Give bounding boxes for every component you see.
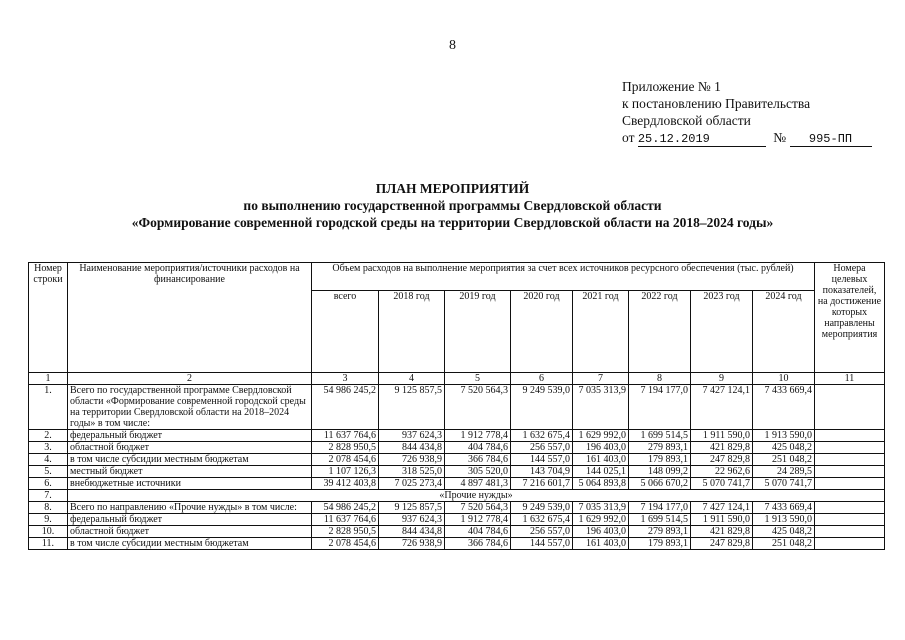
row-value: 1 632 675,4	[511, 430, 573, 442]
row-indicators	[815, 502, 885, 514]
table-row	[29, 478, 885, 490]
row-value: 54 986 245,2	[312, 502, 379, 514]
row-value: 7 194 177,0	[629, 502, 691, 514]
row-value: 421 829,8	[691, 442, 753, 454]
header-year-3: 2020 год	[511, 291, 573, 373]
row-name: Всего по государственной программе Свердловской области «Формирование современной городской среды на территории Свердловской области на 2018–2024 годы» в том числе:	[68, 385, 312, 430]
row-value: 1 912 778,4	[445, 514, 511, 526]
program-name: «Формирование современной городской среды на территории Свердловской области на 2018–2024 годы»	[131, 215, 774, 230]
row-value: 305 520,0	[445, 466, 511, 478]
row-value: 196 403,0	[573, 526, 629, 538]
header-year-5: 2022 год	[629, 291, 691, 373]
header-name: Наименование мероприятия/источники расходов на финансирование	[68, 263, 312, 373]
appendix-line2: к постановлению Правительства	[622, 96, 811, 111]
row-value: 937 624,3	[379, 430, 445, 442]
row-value: 7 025 273,4	[379, 478, 445, 490]
row-indicators	[815, 514, 885, 526]
row-indicators	[815, 526, 885, 538]
row-name: областной бюджет	[68, 442, 312, 454]
row-value: 2 828 950,5	[312, 442, 379, 454]
row-value: 9 249 539,0	[511, 385, 573, 430]
row-number: 2.	[29, 430, 68, 442]
row-value: 366 784,6	[445, 454, 511, 466]
table-row	[29, 502, 885, 514]
table-row	[29, 442, 885, 454]
row-value: 5 070 741,7	[691, 478, 753, 490]
row-value: 22 962,6	[691, 466, 753, 478]
row-value: 7 520 564,3	[445, 385, 511, 430]
row-value: 5 066 670,2	[629, 478, 691, 490]
row-value: 161 403,0	[573, 454, 629, 466]
row-value: 1 699 514,5	[629, 430, 691, 442]
column-number: 8	[629, 373, 691, 385]
row-value: 1 699 514,5	[629, 514, 691, 526]
row-indicators	[815, 538, 885, 550]
column-number: 3	[312, 373, 379, 385]
row-value: 404 784,6	[445, 526, 511, 538]
header-indicators: Номера целевых показателей, на достижение которых направлены мероприятия	[815, 263, 885, 373]
row-value: 7 035 313,9	[573, 502, 629, 514]
header-year-4: 2021 год	[573, 291, 629, 373]
row-value: 11 637 764,6	[312, 430, 379, 442]
row-value: 144 557,0	[511, 454, 573, 466]
row-number: 11.	[29, 538, 68, 550]
row-value: 726 938,9	[379, 454, 445, 466]
row-number: 9.	[29, 514, 68, 526]
row-value: 54 986 245,2	[312, 385, 379, 430]
row-value: 4 897 481,3	[445, 478, 511, 490]
row-value: 7 035 313,9	[573, 385, 629, 430]
row-value: 1 107 126,3	[312, 466, 379, 478]
column-number: 6	[511, 373, 573, 385]
row-value: 844 434,8	[379, 442, 445, 454]
row-name: внебюджетные источники	[68, 478, 312, 490]
row-number: 6.	[29, 478, 68, 490]
row-number: 3.	[29, 442, 68, 454]
column-number: 4	[379, 373, 445, 385]
row-value: 161 403,0	[573, 538, 629, 550]
row-value: 1 632 675,4	[511, 514, 573, 526]
row-value: 279 893,1	[629, 442, 691, 454]
row-name: Всего по направлению «Прочие нужды» в том числе:	[68, 502, 312, 514]
row-value: 7 520 564,3	[445, 502, 511, 514]
row-value: 844 434,8	[379, 526, 445, 538]
document-title: ПЛАН МЕРОПРИЯТИЙ	[375, 181, 530, 196]
column-number: 1	[29, 373, 68, 385]
row-value: 5 070 741,7	[753, 478, 815, 490]
appendix-line1: Приложение № 1	[622, 79, 721, 94]
header-row-number: Номер строки	[29, 263, 68, 373]
row-value: 7 216 601,7	[511, 478, 573, 490]
row-value: 7 433 669,4	[753, 502, 815, 514]
row-indicators	[815, 466, 885, 478]
row-name: федеральный бюджет	[68, 514, 312, 526]
row-value: 425 048,2	[753, 526, 815, 538]
row-value: 421 829,8	[691, 526, 753, 538]
row-indicators	[815, 385, 885, 430]
column-number: 5	[445, 373, 511, 385]
number-prefix: №	[773, 130, 787, 145]
row-value: 1 911 590,0	[691, 430, 753, 442]
row-name: в том числе субсидии местным бюджетам	[68, 538, 312, 550]
row-value: 425 048,2	[753, 442, 815, 454]
row-value: 5 064 893,8	[573, 478, 629, 490]
row-value: 11 637 764,6	[312, 514, 379, 526]
row-indicators	[815, 478, 885, 490]
row-value: 9 125 857,5	[379, 385, 445, 430]
row-value: 144 025,1	[573, 466, 629, 478]
row-value: 1 913 590,0	[753, 430, 815, 442]
row-indicators	[815, 442, 885, 454]
column-number: 7	[573, 373, 629, 385]
row-value: 2 078 454,6	[312, 538, 379, 550]
row-number: 4.	[29, 454, 68, 466]
row-value: 318 525,0	[379, 466, 445, 478]
decree-number: 995-ПП	[790, 133, 872, 147]
row-value: 179 893,1	[629, 454, 691, 466]
row-value: 143 704,9	[511, 466, 573, 478]
appendix-date-line	[622, 129, 872, 147]
row-value: 7 427 124,1	[691, 502, 753, 514]
table-row	[29, 466, 885, 478]
row-value: 1 913 590,0	[753, 514, 815, 526]
table-row	[29, 385, 885, 430]
table-row	[29, 454, 885, 466]
appendix-line3: Свердловской области	[622, 113, 751, 128]
decree-date: 25.12.2019	[638, 133, 766, 147]
row-indicators	[815, 454, 885, 466]
row-value: 247 829,8	[691, 538, 753, 550]
row-number: 5.	[29, 466, 68, 478]
row-value: 9 125 857,5	[379, 502, 445, 514]
row-value: 404 784,6	[445, 442, 511, 454]
row-indicators	[815, 430, 885, 442]
row-value: 251 048,2	[753, 454, 815, 466]
row-value: 144 557,0	[511, 538, 573, 550]
table-row	[29, 526, 885, 538]
appendix-block	[622, 78, 872, 147]
document-subtitle: по выполнению государственной программы Свердловской области	[243, 198, 662, 213]
row-value: 2 828 950,5	[312, 526, 379, 538]
row-value: 2 078 454,6	[312, 454, 379, 466]
row-value: 279 893,1	[629, 526, 691, 538]
header-year-2: 2019 год	[445, 291, 511, 373]
row-value: 256 557,0	[511, 526, 573, 538]
row-value: 1 629 992,0	[573, 430, 629, 442]
header-year-1: 2018 год	[379, 291, 445, 373]
row-number: 7.	[29, 490, 68, 502]
row-value: 24 289,5	[753, 466, 815, 478]
date-prefix: от	[622, 130, 635, 145]
row-value: 937 624,3	[379, 514, 445, 526]
row-number: 1.	[29, 385, 68, 430]
header-year-6: 2023 год	[691, 291, 753, 373]
row-name: федеральный бюджет	[68, 430, 312, 442]
plan-table	[28, 262, 885, 550]
row-value: 39 412 403,8	[312, 478, 379, 490]
column-number: 2	[68, 373, 312, 385]
row-name: областной бюджет	[68, 526, 312, 538]
row-value: 148 099,2	[629, 466, 691, 478]
table-row	[29, 430, 885, 442]
column-number: 11	[815, 373, 885, 385]
section-title: «Прочие нужды»	[68, 490, 885, 502]
header-year-7: 2024 год	[753, 291, 815, 373]
row-value: 7 427 124,1	[691, 385, 753, 430]
table-row	[29, 538, 885, 550]
row-value: 1 629 992,0	[573, 514, 629, 526]
row-value: 1 911 590,0	[691, 514, 753, 526]
row-value: 1 912 778,4	[445, 430, 511, 442]
row-value: 726 938,9	[379, 538, 445, 550]
row-name: местный бюджет	[68, 466, 312, 478]
row-number: 10.	[29, 526, 68, 538]
row-name: в том числе субсидии местным бюджетам	[68, 454, 312, 466]
row-value: 247 829,8	[691, 454, 753, 466]
row-value: 7 433 669,4	[753, 385, 815, 430]
header-year-0: всего	[312, 291, 379, 373]
table-row	[29, 490, 885, 502]
column-number: 9	[691, 373, 753, 385]
row-value: 366 784,6	[445, 538, 511, 550]
row-value: 179 893,1	[629, 538, 691, 550]
page-number: 8	[449, 38, 456, 53]
table-row	[29, 514, 885, 526]
column-number: 10	[753, 373, 815, 385]
row-value: 251 048,2	[753, 538, 815, 550]
row-value: 256 557,0	[511, 442, 573, 454]
row-value: 196 403,0	[573, 442, 629, 454]
row-number: 8.	[29, 502, 68, 514]
header-volume: Объем расходов на выполнение мероприятия за счет всех источников ресурсного обеспечения (тыс. рублей)	[312, 263, 815, 291]
row-value: 7 194 177,0	[629, 385, 691, 430]
row-value: 9 249 539,0	[511, 502, 573, 514]
